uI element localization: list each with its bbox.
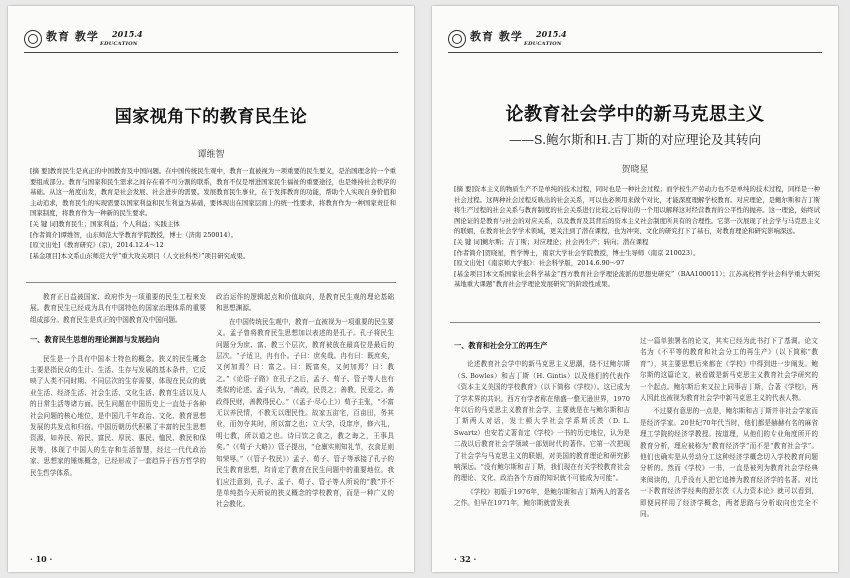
abstract-text: [摘 要]资本主义的物质生产不是单纯的技术过程，同时也是一种社会过程；而学校生产劳动力也不是单纯的技术过程，同样是一种社会过程。这两种社会过程反映出的社会关系，可以也必须用来做个对比，才能深度理解学校教育。对应理论，是鲍尔斯和吉丁斯将生产过程的社会关系与教育制度的社会关系进行比较之后得出的一个用以解释这对经营教育的公平性的抛弃。这一理论，始终试图论证的是教育与社会的对应关系，以及教育及其背后的资本主义社会制度所具有的合理性。它第一次展现了社会学与马克思主义的联姻，在教育社会学学术领域，更关注到了潜在课程，也为冲突、文化的研究打下了基石，对教育理论和研究影响深远。 <box>454 185 820 236</box>
article-title: 国家视角下的教育民生论 <box>114 107 308 127</box>
article-author: 谭维智 <box>197 150 225 160</box>
fund-info: [基金项目]本文系国家社会科学基金“西方教育社会学理论流派的思想史研究”（BAA100011）；江苏高校哲学社会科学重大研究基地重大课题“教育社会学理论发展研究”的阶段性成果。 <box>454 269 820 289</box>
divider <box>450 322 820 323</box>
left-page <box>8 6 414 572</box>
journal-logo-icon <box>24 30 42 48</box>
section-heading: 一、教育和社会分工的再生产 <box>454 341 548 350</box>
journal-name: 教育 教学 <box>46 30 99 43</box>
divider <box>26 282 396 283</box>
body-column-2 <box>640 336 818 552</box>
body-paragraph: 过一篇单独署名的论文，其实已经为此书打下了基调。论文名为《不平等的教育和社会分工的再生产》（以下简称“教育”），其主要思想后来都在《学校》中得到进一步阐发。鲍尔斯的这篇论文，被看做是新马克思主义教育社会学研究的一个起点。鲍尔斯后来又拉上同事吉丁斯，合著《学校》，两人因此也被视为教育社会学中新马克思主义的代表人物。 <box>640 337 818 403</box>
section-heading: 一、教育民生思想的理论渊源与发展趋向 <box>30 335 160 345</box>
body-paragraph: 在中国传统民生观中，教育一直被视为一项重要的民生要义。孟子曾将教育民生思想加以表述的是孔子。孔子将民生问题分为庶、富、教三个层次，教育被放在最高位是最后的层次。“子适卫，冉有仆。子曰：庶矣哉。冉有曰：既庶矣，又何加焉？曰：富之。曰：既富矣，又何加焉？曰：教之。”《论语·子路》在孔子之后，孟子、荀子、管子等人也有类似的论述。孟子认为，“善政，民畏之；善教，民爱之。善政得民财，善教得民心。”（《孟子·尽心上》）荀子主张，“不富无以养民情，不教无以理民性。故家五亩宅，百亩田，务其业，而勿夺其时，所以富之也；立大学，设庠序，修六礼，明七教，所以道之也。诗曰饮之食之，教之诲之，王事具矣。”（《荀子·大略》）管子提出，“仓廪实则知礼节，衣食足则知荣辱。”（《管子·牧民》）孟子、荀子、管子等承接了孔子的民生教育思想，均肯定了教育在民生问题中的重要地位。我们应注意到，孔子、孟子、荀子、管子等人所说的“教”并不是单纯指今天所说的狭义概念的学校教育，而是一种广义的社会教化。 <box>216 317 394 509</box>
journal-name: 教育 教学 <box>470 30 523 43</box>
source-info: [原文出处]《教育研究》(京)，2014.12.4～12 <box>30 241 164 250</box>
body-column-1 <box>454 332 630 552</box>
journal-logo-icon <box>448 30 466 48</box>
page-number: · 32 · <box>454 554 477 564</box>
article-subtitle: ——S.鲍尔斯和H.吉丁斯的对应理论及其转向 <box>509 132 761 147</box>
page-header <box>448 30 822 53</box>
source-info: [原文出处]《南京师大学报》：社会科学版，2014.6.90～97 <box>454 259 625 268</box>
page-number: · 10 · <box>30 554 53 564</box>
author-info: [作者简介]贺晓星，哲学博士，南京大学社会学院教授，博士生导师（南京 210023）。 <box>454 248 700 257</box>
issue-number: 2015.4 <box>112 29 143 39</box>
article-title: 论教育社会学中的新马克思主义 <box>505 104 765 125</box>
body-paragraph: 论述教育社会学中的新马克思主义思潮，绕不过鲍尔斯（S. Bowles）和吉丁斯（H. Gintis）以及他们的代表作《资本主义美国的学校教育》（以下简称《学校》）。这已成为了学术界的共识。西方有学者称在鼎盛一整无逊世界，1970年以后的马克思主义教育社会学，主要就是在与鲍尔斯和吉丁斯两人对话，发士顿大学社会学系斯沃茨（D. L. Swartz）也安若丈著肯定《学校》一书的历史地位，认为是二战以后教育社会学领域一部划时代的著作。它第一次把现了社会学与马克思主义的联姻，对美国的教育理论和研究影响深远。“没有鲍尔斯和吉丁斯，我们现在有关学校教育社会的理论、文化、政治各个方面的知识就不可能成为可能”。 <box>454 360 630 483</box>
body-paragraph: 政治运作的逻辑起点和价值取向，是教育民生观的理论基础和思想渊源。 <box>216 293 394 313</box>
keywords: [关 键 词]鲍尔斯；吉丁斯；对应理论；社会再生产；转向；潜在课程 <box>454 237 649 246</box>
keywords: [关 键 词]教育民生；国家利益；个人利益；实践主体 <box>30 219 180 228</box>
fund-info: [基金项目]本文系山东师范大学“重大攻关项目（人文社科类）”项目研究成果。 <box>30 251 250 260</box>
body-column-1 <box>30 292 206 550</box>
abstract-block <box>454 184 820 312</box>
abstract-block <box>30 166 396 274</box>
body-paragraph: 不过要有意思的一点是，鲍尔斯和吉丁斯并非社会学家而是经济学家。20世纪70年代当时，他们都是赫赫有名的麻省理工学院的经济学教授。按道理，从他们的专业角度所开的教育分析，理应被称为“教育经济学”而不是“教育社会学”。他们也确实是从劳动分工这种经济学概念切入学校教育问题分析的。然而《学校》一书，一直是被列为教育社会学经典来阅读的，几乎没有人把它追捧为教育经济学的名著。对比一下教育经济学经典的舒尔茨《人力资本论》就可以看到，即便同样用了经济学概念，两者思路与分析取向也完全不同。 <box>640 407 818 519</box>
body-paragraph: 《学校》初版于1976年，是鲍尔斯和吉丁斯两人的著名之作。但早在1971年，鲍尔斯就曾发表 <box>454 487 630 508</box>
author-info: [作者简介]谭维智，山东师范大学教育学院教授，博士（济南 250014）。 <box>30 230 238 239</box>
body-paragraph: 教育正日益被国家、政府作为一项重要的民生工程来发展。教育民生已经成为具有中国特色的国家治理体系的重要组成部分。教育民生是真正的中国教育及中国问题。 <box>30 293 206 324</box>
edu-label: EDUCATION <box>524 41 562 47</box>
body-paragraph: 民生是一个具有中国本土特色的概念。狭义的民生概念主要是指民众的生计、生活、生存与发展的基本条件，它反映了人类不同时期、不同层次的生存需要，体现在民众的就业生活、经济生活、社会生活、文化生活、教育生活以及人的日常生活等诸方面。民生问题在中国历史上一直处于各种社会问题的核心地位，是中国几千年政治、文化、教育思想发展的共发点和归宿。中国历朝历代积累了丰富的民生思想资源，如养民、裕民、富民、厚民、惠民、恤民、教民和保民等，体现了中国人的生存和生活智慧，经过一代代政治家、思想家的锤炼概念，已经形成了一套趋异于西方哲学的民生哲学体系。 <box>30 354 206 477</box>
edu-label: EDUCATION <box>100 41 138 47</box>
page-header <box>24 30 398 53</box>
right-page <box>432 6 838 572</box>
body-column-2 <box>216 292 394 550</box>
abstract-text: [摘 要]教育民生是真正的中国教育及中国问题。在中国传统民生观中，教育一直被视为一项重要的民生要义，是治国理念的一个重要组成部分。教育与国家和民生需求之间存在着不可分割的联系，教育不仅是增进国家民生福祉的重要途径，也是维持社会秩序的基础。从这一角度出发，教育是社会发展、社会进步的需要。发展教育民生事业，在于发挥教育的功能，帮助个人实现自身价值和主动追求，教育民生的实现需要以国家利益和民生利益为基础，要体现出在国家层面上的统一性要求，将教育作为一种国家责任和国家制度，将教育作为一种新的民生要求。 <box>30 167 396 218</box>
article-author: 贺晓星 <box>621 165 649 175</box>
issue-number: 2015.4 <box>536 29 567 39</box>
